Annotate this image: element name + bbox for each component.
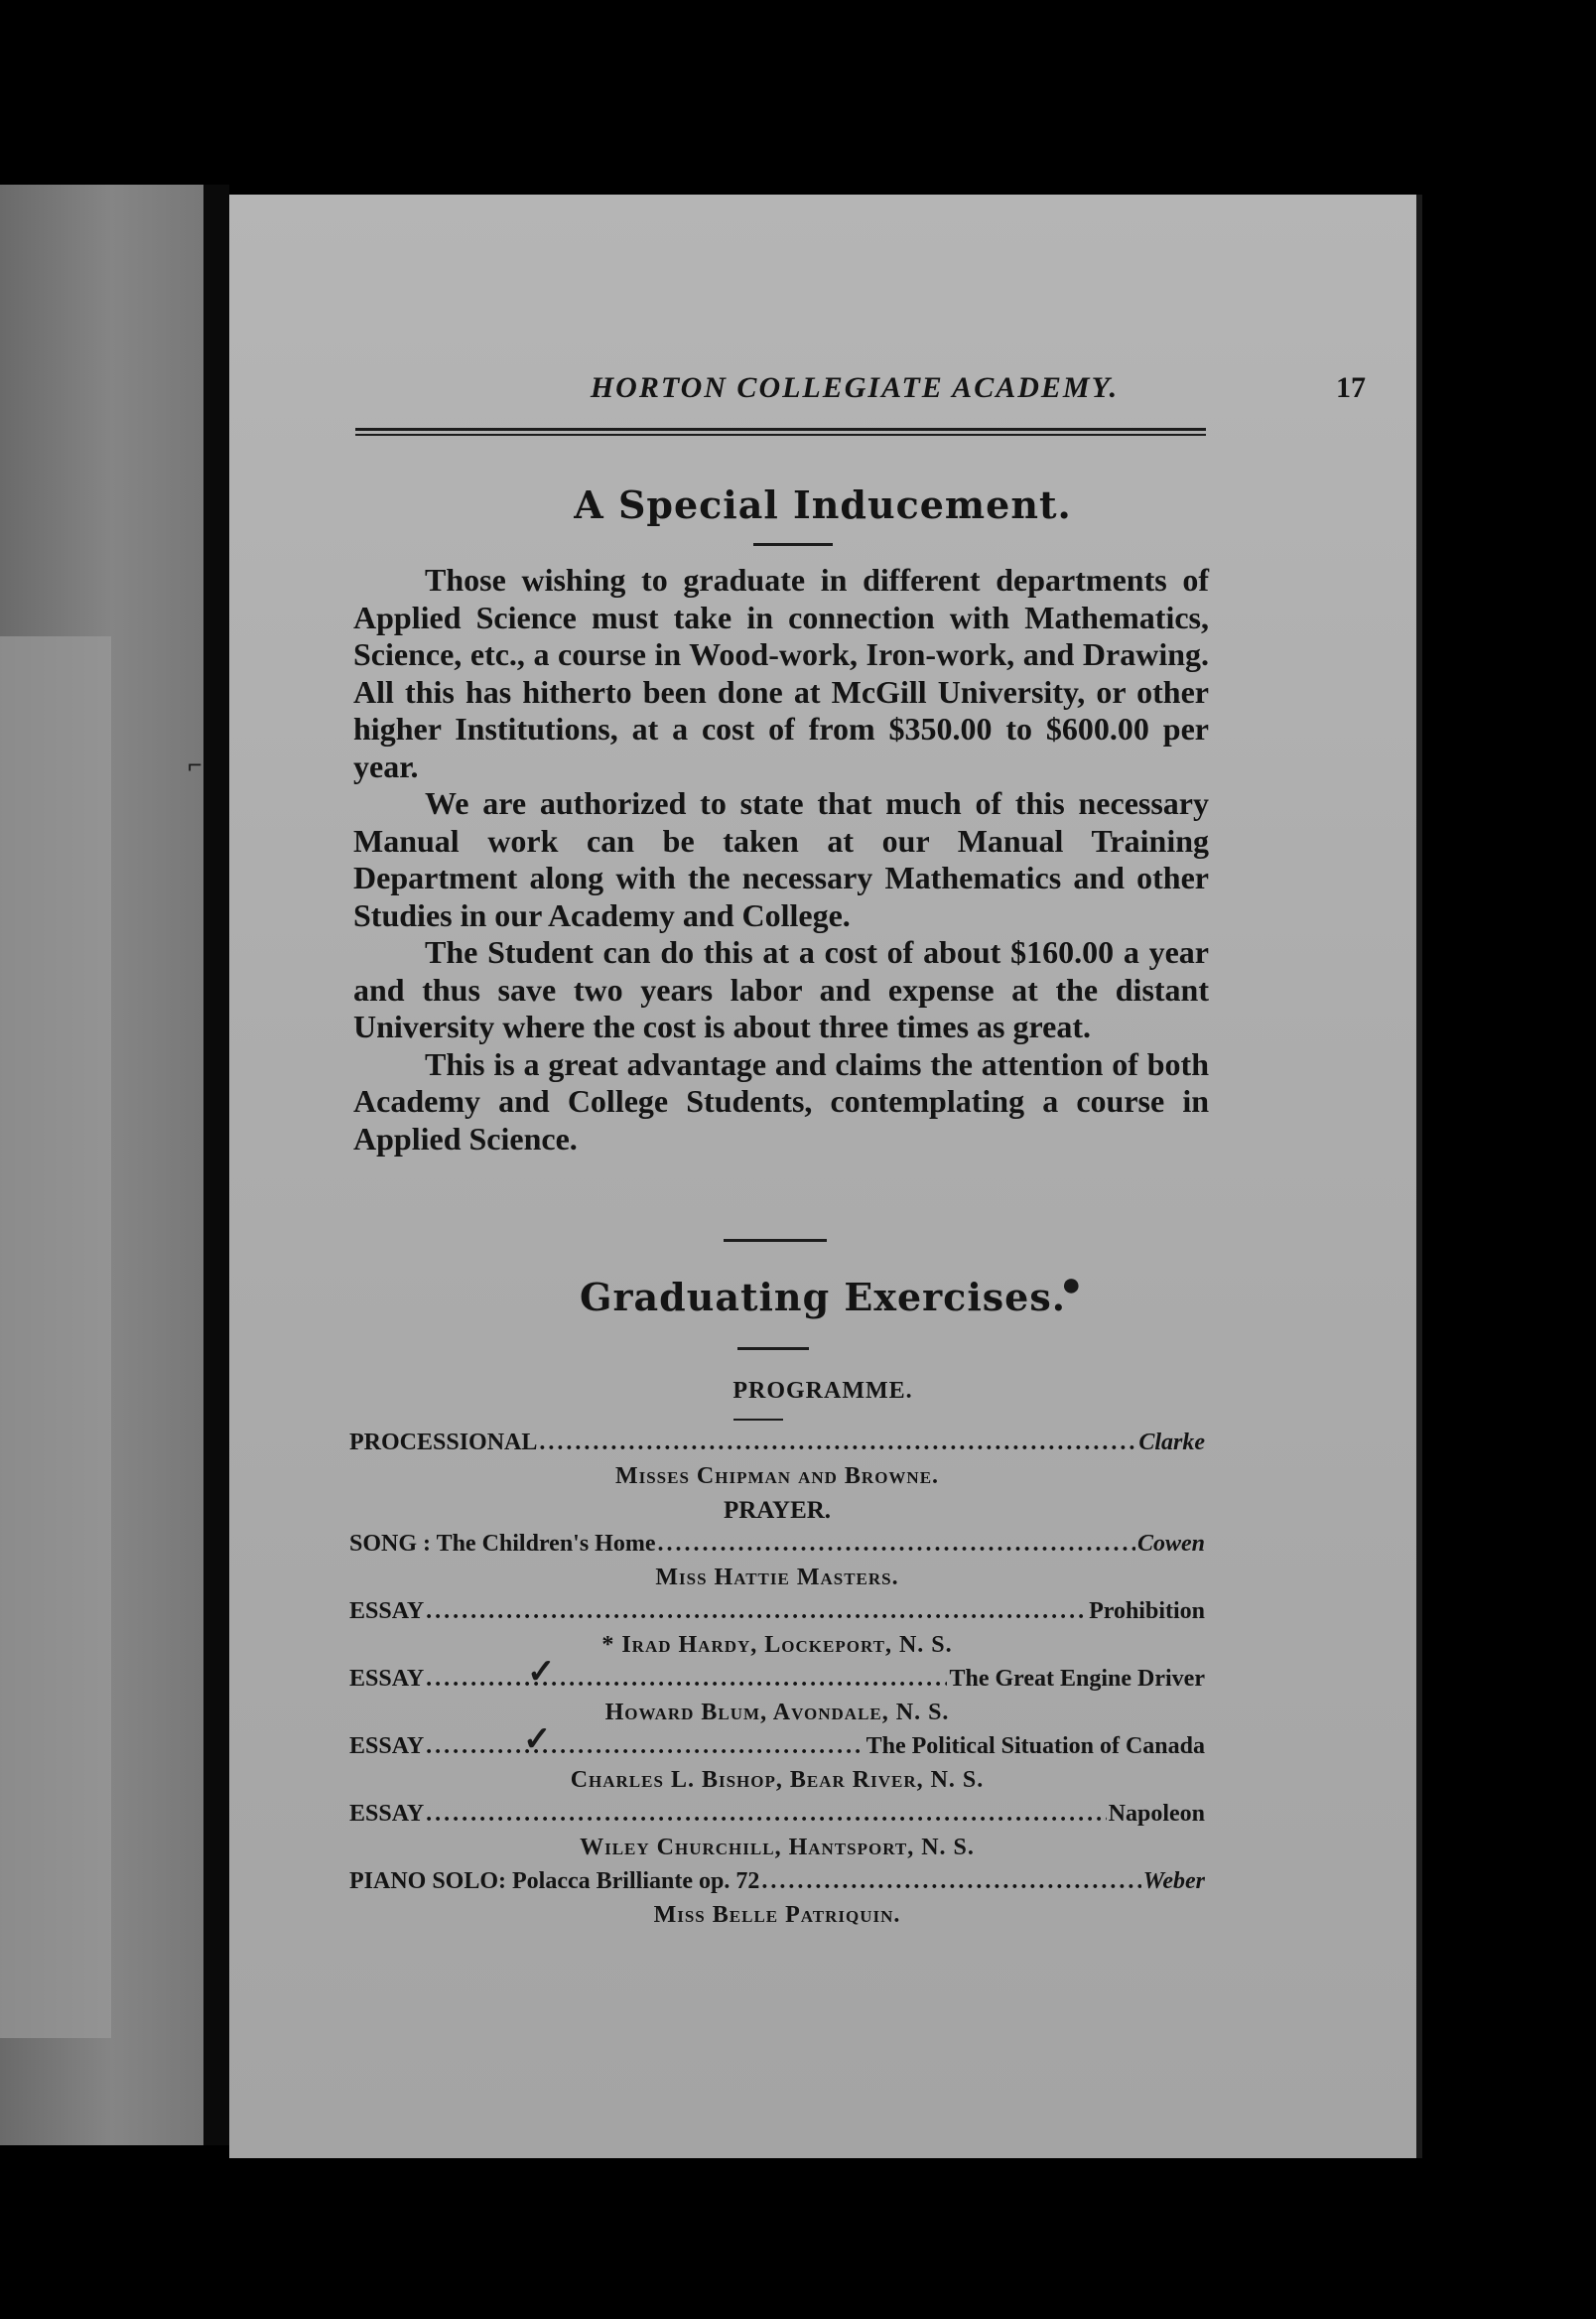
programme-item-title: Prohibition (1089, 1598, 1205, 1624)
programme-item-performer: Charles L. Bishop, Bear River, N. S. (570, 1767, 985, 1793)
dot-leader (426, 1801, 1106, 1828)
programme-item-performer: Wiley Churchill, Hantsport, N. S. (580, 1835, 975, 1860)
dot-leader (426, 1733, 864, 1760)
paragraph: The Student can do this at a cost of about $160.00 a year and thus save two years labor and expense at the distant University where the cost is about three times as great. (353, 934, 1209, 1044)
programme-item-piano-solo (349, 1868, 1205, 1902)
paragraph: Those wishing to graduate in different departments of Applied Science must take in connection with Mathematics, Science, etc., a course in Wood-work, Iron-work, and Drawing. All this has hitherto been done at McGill University, or other higher Institutions, at a cost of from $350.00 to $600.00 per year. (353, 562, 1209, 784)
programme-item-performer: * Irad Hardy, Lockeport, N. S. (601, 1632, 953, 1658)
ink-blot-mark: ● (1061, 1267, 1082, 1303)
section-heading-special-inducement: A Special Inducement. (574, 482, 1072, 527)
heading-rule (737, 1347, 809, 1350)
running-title: HORTON COLLEGIATE ACADEMY. (590, 371, 1120, 404)
page-edge (1416, 195, 1422, 2158)
dot-leader (426, 1666, 947, 1693)
paragraph: We are authorized to state that much of this necessary Manual work can be taken at our Manual Training Department along with the necessary Mathematics and other Studies in our Academy and College. (353, 785, 1209, 933)
programme-item-prayer: PRAYER. (723, 1497, 832, 1524)
special-inducement-body (353, 562, 1209, 1158)
margin-pencil-mark: ⌐ (188, 750, 202, 779)
dot-leader (426, 1598, 1087, 1625)
programme-item-composer: Weber (1142, 1868, 1205, 1894)
programme-item-composer: Clarke (1138, 1430, 1205, 1455)
programme-item-label: PIANO SOLO: Polacca Brilliante op. 72 (349, 1868, 760, 1894)
book-gutter (203, 185, 229, 2145)
page-number: 17 (1336, 371, 1366, 404)
programme-item-label: ESSAY (349, 1598, 425, 1624)
programme-item-performer: Howard Blum, Avondale, N. S. (604, 1700, 950, 1725)
programme-item-essay (349, 1666, 1205, 1700)
programme-item-processional (349, 1430, 1205, 1463)
programme-item-label: ESSAY (349, 1666, 425, 1692)
programme-item-label: ESSAY (349, 1733, 425, 1759)
programme-item-essay (349, 1801, 1205, 1835)
dot-leader (657, 1531, 1135, 1558)
programme-item-song (349, 1531, 1205, 1565)
book-page (188, 195, 1416, 2158)
section-heading-graduating-exercises: Graduating Exercises. (580, 1275, 1066, 1319)
dot-leader (539, 1430, 1136, 1456)
programme-item-essay (349, 1733, 1205, 1767)
facing-page-plate (0, 636, 111, 2038)
programme-item-essay (349, 1598, 1205, 1632)
heading-rule (753, 543, 833, 546)
programme-rule (733, 1419, 783, 1421)
programme-item-label: SONG : The Children's Home (349, 1531, 656, 1557)
programme-item-performer: Miss Hattie Masters. (655, 1565, 899, 1590)
programme-list (349, 1430, 1205, 1936)
running-header (492, 371, 1366, 415)
paragraph: This is a great advantage and claims the attention of both Academy and College Students, contemplating a course in Applied Science. (353, 1045, 1209, 1157)
facing-page (0, 185, 203, 2145)
programme-item-title: The Great Engine Driver (949, 1666, 1205, 1692)
checkmark-icon: ✓ (527, 1654, 556, 1691)
programme-item-label: ESSAY (349, 1801, 425, 1827)
programme-item-title: Napoleon (1108, 1801, 1205, 1827)
checkmark-icon: ✓ (523, 1721, 552, 1758)
header-rule (355, 428, 1206, 436)
programme-item-title: The Political Situation of Canada (865, 1733, 1205, 1759)
programme-item-label: PROCESSIONAL (349, 1430, 538, 1455)
section-divider-rule (724, 1239, 827, 1242)
programme-item-composer: Cowen (1136, 1531, 1205, 1557)
programme-item-performer: Miss Belle Patriquin. (653, 1902, 901, 1928)
programme-title: PROGRAMME. (732, 1378, 913, 1404)
programme-item-performer: Misses Chipman and Browne. (614, 1463, 940, 1489)
dot-leader (761, 1868, 1140, 1895)
